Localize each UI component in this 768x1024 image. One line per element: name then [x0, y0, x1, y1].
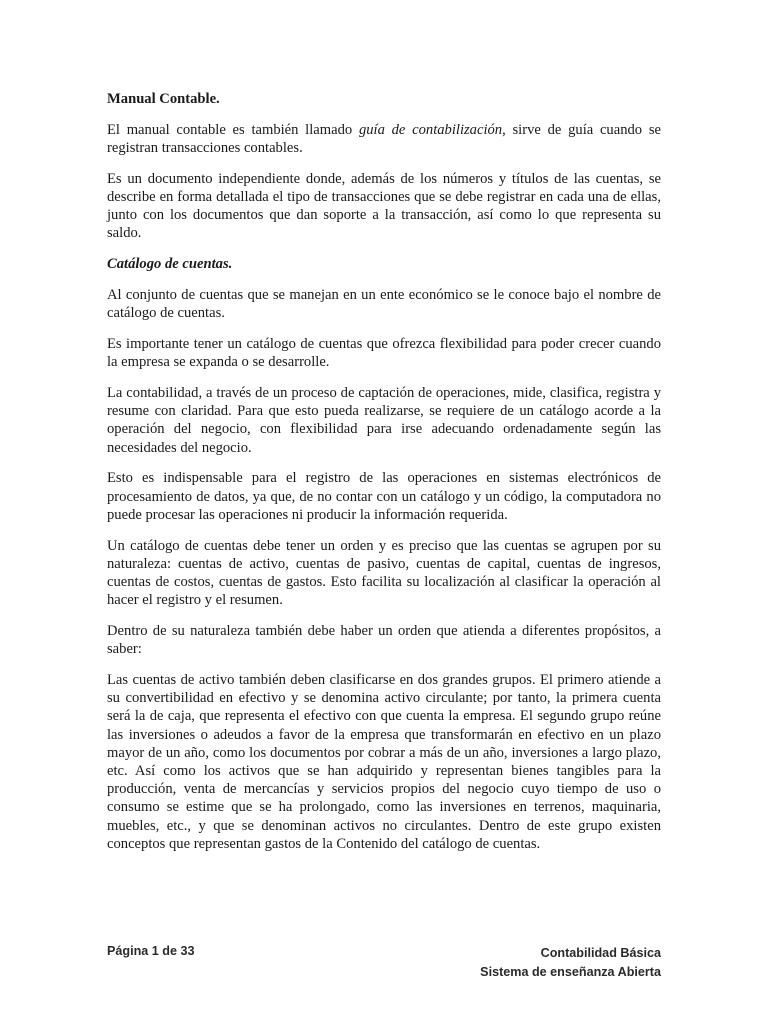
document-body — [107, 90, 661, 866]
paragraph-purposes: Dentro de su naturaleza también debe haber un orden que atienda a diferentes propósitos, a saber: — [107, 623, 661, 658]
paragraph-description: Es un documento independiente donde, además de los números y títulos de las cuentas, se describe en forma detallada el tipo de transacciones que se debe registrar en cada una de ellas, junto con los documentos que dan soporte a la transacción, así como lo que representa su saldo. — [107, 170, 661, 242]
footer-system-name: Sistema de enseñanza Abierta — [480, 965, 661, 979]
paragraph-flexibility: Es importante tener un catálogo de cuentas que ofrezca flexibilidad para poder crecer cuando la empresa se expanda o se desarrolle. — [107, 336, 661, 371]
paragraph-intro — [107, 121, 661, 157]
footer-course-name: Contabilidad Básica — [540, 946, 661, 960]
paragraph-accounting-process: La contabilidad, a través de un proceso de captación de operaciones, mide, clasifica, registra y resume con claridad. Para que esto pueda realizarse, se requiere de un catálogo acorde a la operación del negocio, con flexibilidad para irse adecuando ordenadamente según las necesidades del negocio. — [107, 385, 661, 456]
document-title: Manual Contable. — [107, 91, 220, 107]
emphasis-guia: guía de contabilización — [358, 121, 503, 138]
page-number: Página 1 de 33 — [107, 944, 195, 958]
paragraph-definition: Al conjunto de cuentas que se manejan en un ente económico se le conoce bajo el nombre de catálogo de cuentas. — [107, 287, 661, 322]
section-heading-catalogo: Catálogo de cuentas. — [107, 256, 233, 273]
paragraph-intro-text-end: , sirve de guía cuando se registran transacciones contables. — [107, 121, 661, 156]
paragraph-electronic-systems: Esto es indispensable para el registro de las operaciones en sistemas electrónicos de procesamiento de datos, ya que, de no contar con un catálogo y un código, la computadora no puede procesar las operaciones ni producir la información requerida. — [107, 470, 661, 523]
paragraph-intro-text-start: El manual contable es también llamado — [107, 121, 359, 138]
paragraph-account-order: Un catálogo de cuentas debe tener un orden y es preciso que las cuentas se agrupen por su naturaleza: cuentas de activo, cuentas de pasivo, cuentas de capital, cuentas de ingresos, cuentas de costos, cuentas de gastos. Esto facilita su localización al clasificar la operación al hacer el registro y el resumen. — [107, 537, 661, 609]
paragraph-asset-accounts: Las cuentas de activo también deben clasificarse en dos grandes grupos. El primero atiende a su convertibilidad en efectivo y se denomina activo circulante; por tanto, la primera cuenta será la de caja, que representa el efectivo con que cuenta la empresa. El segundo grupo reúne las inversiones o adeudos a favor de la empresa que transformarán en efectivo en un plazo mayor de un año, como los documentos por cobrar a más de un año, inversiones a largo plazo, etc. Así como los activos que se han adquirido y representan bienes tangibles para la producción, venta de mercancías y servicios propios del negocio cuyo tiempo de uso o consumo se estime que se ha prolongado, como las inversiones en terrenos, maquinaria, muebles, etc., y que se denominan activos no circulantes. Dentro de este grupo existen conceptos que representan gastos de la Contenido del catálogo de cuentas. — [107, 672, 661, 852]
footer-course-info — [480, 944, 661, 982]
